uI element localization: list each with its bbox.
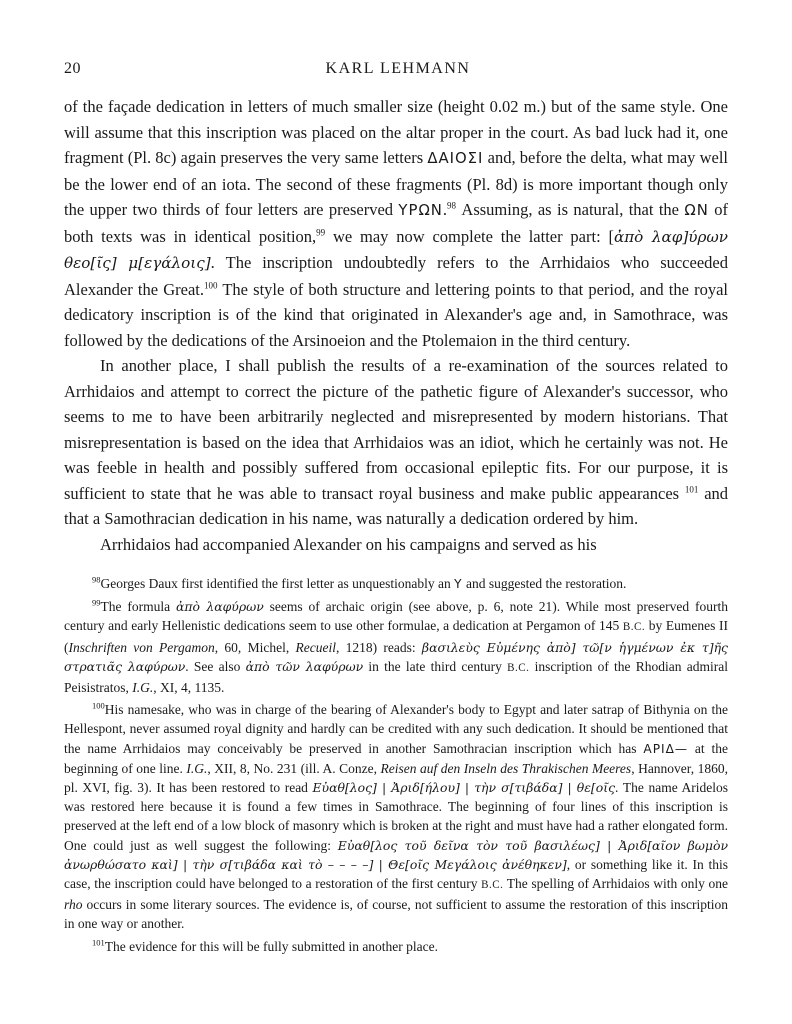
footnotes (64, 574, 728, 959)
running-head: KARL LEHMANN (325, 60, 471, 77)
greek-text: ἀπὸ τῶν λαφύρων (245, 658, 364, 674)
paragraph-3: Arrhidaios had accompanied Alexander on his campaigns and served as his (100, 534, 597, 554)
cited-title: I.G. (186, 760, 208, 776)
greek-text: ἀπὸ λαφ]ύρων θεο[ῖς] μ[εγάλοις] (64, 227, 728, 272)
greek-text: Εὐαθ[λος] | Ἀριδ[ήλου] | τὴν σ[τιβάδα] | θε[οῖς (312, 780, 616, 796)
footnote-100: $^{100}$His namesake, who was in charge of the bearing of Alexander's body to Egypt and later satrap of Bithynia on the Hellespont, never assumed royal dignity and hardly can be credited with any such dedication. It should be mentioned that the name Arrhidaios may conceivably be preserved in another Samothracian inscription which has ΑΡΙΔ— at the beginning of one line. I.G., XII, 8, No. 231 (ill. A. Conze, Reisen auf den Inseln des Thrakischen Meeres, Hannover, 1860, pl. XVI, fig. 3). It has been restored to read Εὐαθ[λος] | Ἀριδ[ήλου] | τὴν σ[τιβάδα] | θε[οῖς. The name Aridelos was restored here because it is found a few times in Samothrace. The beginning of four lines of this inscription is preserved at the left end of a low block of masonry which is broken at the right and must have had a rather elongated form. One could just as well suggest the following: Εὐαθ[λος τοῦ δεῖνα τὸν τοῦ βασιλέως] | Ἀριδ[αῖον βωμὸν ἀνωρθώσατο καὶ] | τὴν σ[τιβάδα καὶ τὸ – – – –] | Θε[οῖς Μεγάλοις ἀνέθηκεν], or something like it. In this case, the inscription could have belonged to a restoration of the first century B.C. The spelling of Arrhidaios with only one rho occurs in some literary sources. The evidence is, of course, not sufficient to assume the restoration of this inscription in one way or another. (64, 700, 729, 932)
footnote-99: $^{99}$The formula ἀπὸ λαφύρων seems of archaic origin (see above, p. 6, note 21). While most preserved fourth century and early Hellenistic dedications seem to use other formulae, a dedication at Pergamon of 145 B.C. by Eumenes II (Inschriften von Pergamon, 60, Michel, Recueil, 1218) reads: βασιλεὺς Εὐμένης ἀπὸ] τῶ[ν ἡγμένων ἐκ τ]ῆς στρατιᾶς λαφύρων. See also ἀπὸ τῶν λαφύρων in the late third century B.C. inscription of the Rhodian admiral Peisistratos, I.G., XI, 4, 1135. (64, 597, 728, 696)
inscription-letters: ΔΑΙΟΣΙ (427, 149, 484, 167)
footnote-98: $^{98}$Georges Daux first identified the first letter as unquestionably an Υ and suggested the restoration. (92, 574, 627, 591)
greek-text: βασιλεὺς Εὐμένης ἀπὸ] τῶ[ν ἡγμένων ἐκ τ]ῆς στρατιᾶς λαφύρων (64, 639, 728, 674)
footnote-ref[interactable]: 99 (316, 227, 326, 237)
footnote-ref[interactable]: 100 (203, 280, 218, 290)
cited-title: Recueil (295, 639, 336, 655)
page-number: 20 (64, 60, 81, 77)
inscription-letters: ΥΡΩΝ (398, 201, 443, 219)
footnote-ref[interactable]: 101 (684, 484, 699, 494)
footnote-101: $^{101}$The evidence for this will be fully submitted in another place. (92, 937, 439, 954)
page-header (64, 60, 732, 82)
inscription-letters: ΩΝ (684, 201, 709, 219)
paragraph-2: In another place, I shall publish the results of a re-examination of the sources related to Arrhidaios and attempt to correct the picture of the pathetic figure of Alexander's successor, who seems to me to have been arbitrarily neglected and misrepresented by modern historians. That misrepresentation is based on the idea that Arrhidaios was an idiot, which he certainly was not. He was feeble in health and possibly suffered from occasional epileptic fits. For our purpose, it is sufficient to state that he was able to transact royal business and make public appearances $^{101}$ and that a Samothracian dedication in his name, was naturally a dedication ordered by him. (64, 356, 729, 528)
inscription-letters: Υ (454, 577, 463, 591)
cited-title: I.G. (132, 680, 154, 696)
greek-text: ἀπὸ λαφύρων (175, 599, 264, 615)
paragraph-1: of the façade dedication in letters of much smaller size (height 0.02 m.) but of the same style. One will assume that this inscription was placed on the altar proper in the court. As bad luck had it, one fragment (Pl. 8c) again preserves the very same letters ΔΑΙΟΣΙ and, before the delta, what may well be the lower end of an iota. The second of these fragments (Pl. 8d) is more important though only the upper two thirds of four letters are preserved ΥΡΩΝ.$^{98}$ Assuming, as is natural, that the ΩΝ of both texts was in identical position,$^{99}$ we may now complete the latter part: [ἀπὸ λαφ]ύρων θεο[ῖς] μ[εγάλοις]. The inscription undoubtedly refers to the Arrhidaios who succeeded Alexander the Great.$^{100}$ The style of both structure and lettering points to that period, and the royal dedicatory inscription is of the kind that originated in Alexander's age and, in Samothrace, was followed by the dedications of the Arsinoeion and the Ptolemaion in the third century. (64, 97, 729, 350)
cited-title: Reisen auf den Inseln des Thrakischen Meeres (380, 760, 632, 776)
greek-text: Εὐαθ[λος τοῦ δεῖνα τὸν τοῦ βασιλέως] | Ἀριδ[αῖον βωμὸν ἀνωρθώσατο καὶ] | τὴν σ[τιβάδα καὶ τὸ – – – –] | Θε[οῖς Μεγάλοις ἀνέθηκεν] (64, 837, 728, 872)
footnote-ref[interactable]: 98 (447, 200, 457, 211)
cited-title: Inschriften von Pergamon (68, 639, 215, 655)
inscription-letters: ΑΡΙΔ— (643, 741, 689, 756)
body-text (64, 94, 728, 557)
